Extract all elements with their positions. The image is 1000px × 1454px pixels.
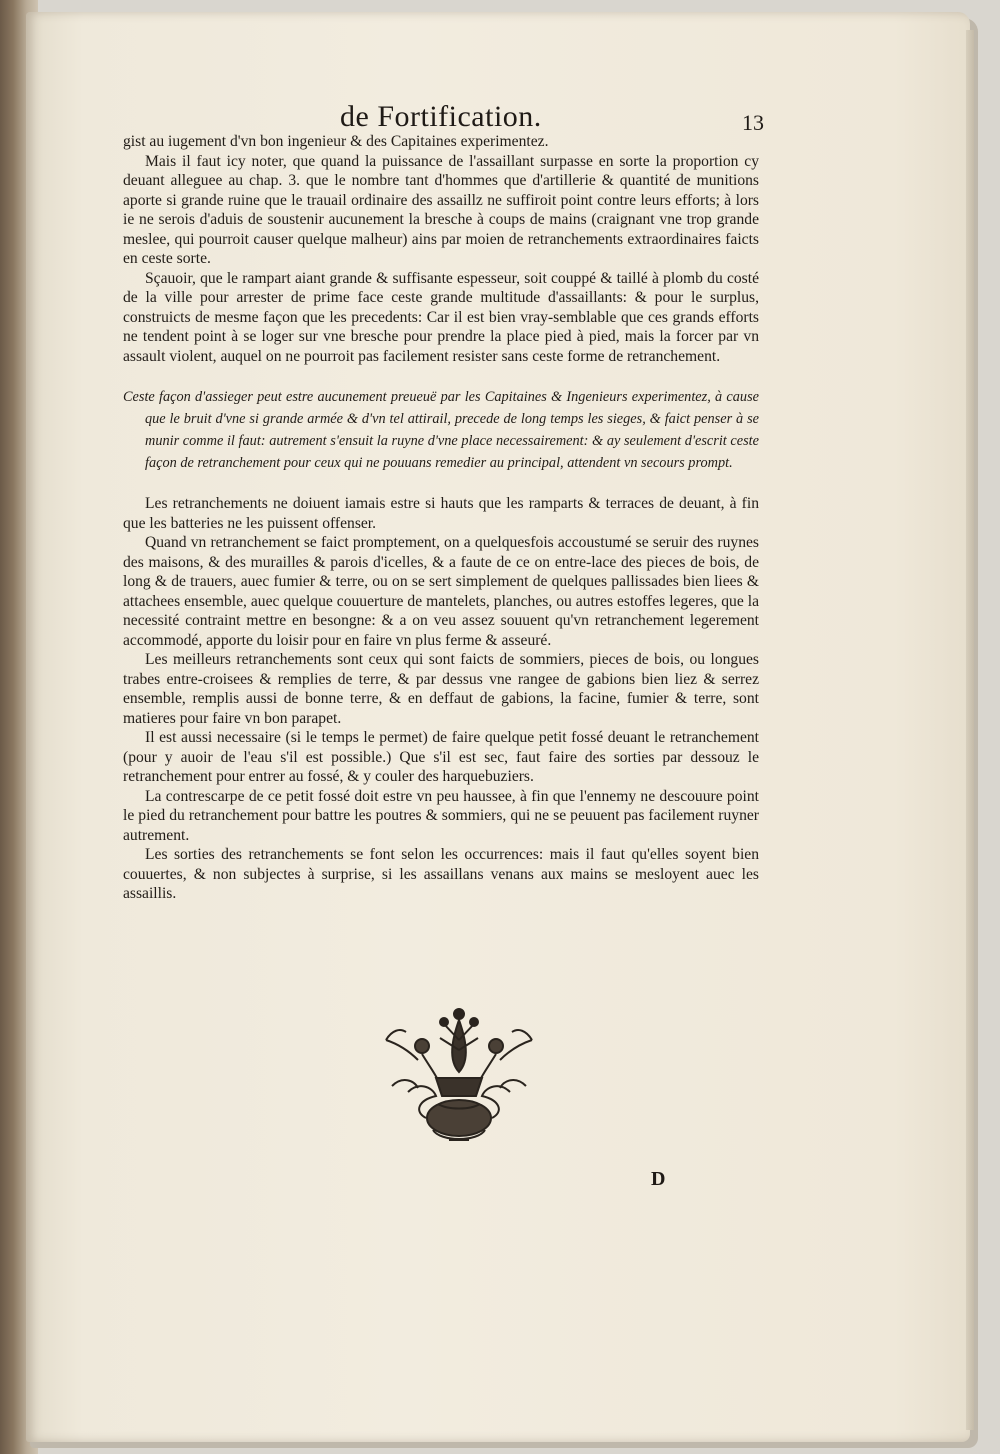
page-number: 13 <box>742 110 764 135</box>
paragraph: Les sorties des retranchements se font selon les occurrences: mais il faut qu'elles soyent bien couuertes, & non subjectes à surprise, si les assaillans venans aux mains se mesloyent auec les assaillis. <box>123 846 759 902</box>
signature-mark: D <box>651 1168 666 1190</box>
paragraph: Les meilleurs retranchements sont ceux qui sont faicts de sommiers, pieces de bois, ou longues trabes entre-croisees & remplies de terre, & par dessus vne rangee de gabions bien liez & serrez ensemble, remplis aussi de bonne terre, & en deffaut de gabions, la facine, fumier & terre, sont matieres pour faire vn bon parapet. <box>123 651 759 727</box>
paragraph: Sçauoir, que le rampart aiant grande & suffisante espesseur, soit couppé & taillé à plomb du costé de la ville pour arrester de prime face ceste grande multitude d'assaillants: & pour le surplus, construicts de mesme façon que les precedents: Car il est bien vray-semblable que ces grands efforts ne tendent point à se loger sur vne bresche pour prendre la place pied à pied, mais la forcer par vn assault violent, auquel on ne pourroit pas facilement resister sans ceste forme de retranchement. <box>123 269 759 365</box>
printers-ornament-icon <box>378 1000 540 1148</box>
main-text-block <box>123 132 759 904</box>
running-head: de Fortification. <box>340 100 542 133</box>
paragraph: La contrescarpe de ce petit fossé doit estre vn peu haussee, à fin que l'ennemy ne descouure point le pied du retranchement pour battre les poutres & sommiers, qui ne se peuuent pas facilement ruyner autrement. <box>123 787 759 844</box>
italic-note: Ceste façon d'assieger peut estre aucunement preueuë par les Capitaines & Ingenieurs experimentez, à cause que le bruit d'vne si grande armée & d'vn tel attirail, precede de long temps les sieges, & faict penser à se munir comme il faut: autrement s'ensuit la ruyne d'vne place necessairement: & ay seulement d'escrit ceste façon de retranchement pour ceux qui ne pouuans remedier au principal, attendent vn secours prompt. <box>123 389 759 471</box>
page-fore-edge <box>966 30 974 1430</box>
paragraph: Quand vn retranchement se faict promptement, on a quelquesfois accoustumé se seruir des ruynes des maisons, & des murailles & parois d'icelles, & a faute de ce on entre-lace des pieces de bois, de long & de trauers, auec fumier & terre, ou on se sert simplement de quelques pallissades bien liees & attachees ensemble, auec quelque couuerture de mantelets, planches, ou autres estoffes legeres, que la necessité contraint mettre en besongne: & a on veu assez souuent qu'vn retranchement legerement accommodé, apporte du loisir pour en faire vn plus ferme & asseuré. <box>123 534 759 649</box>
paragraph: Mais il faut icy noter, que quand la puissance de l'assaillant surpasse en sorte la proportion cy deuant alleguee au chap. 3. que le nombre tant d'hommes que d'artillerie & quantité de munitions aporte si grande ruine que le trauail ordinaire des assaillz ne suffiroit point contre leurs efforts; à lors ie ne serois d'aduis de soustenir aucunement la bresche à coups de mains (craignant vne trop grande meslee, qui pourroit causer quelque malheur) ains par moien de retranchements extraordinaires faicts en ceste sorte. <box>123 152 759 267</box>
paragraph-continuation: gist au iugement d'vn bon ingenieur & des Capitaines experimentez. <box>123 133 549 150</box>
paragraph: Il est aussi necessaire (si le temps le permet) de faire quelque petit fossé deuant le retranchement (pour y auoir de l'eau s'il est possible.) Que s'il est sec, faut faire des sorties par dessouz le retranchement pour entrer au fossé, & y couler des harquebuziers. <box>123 729 759 785</box>
paragraph: Les retranchements ne doiuent iamais estre si hauts que les ramparts & terraces de deuant, à fin que les batteries ne les puissent offenser. <box>123 495 759 532</box>
